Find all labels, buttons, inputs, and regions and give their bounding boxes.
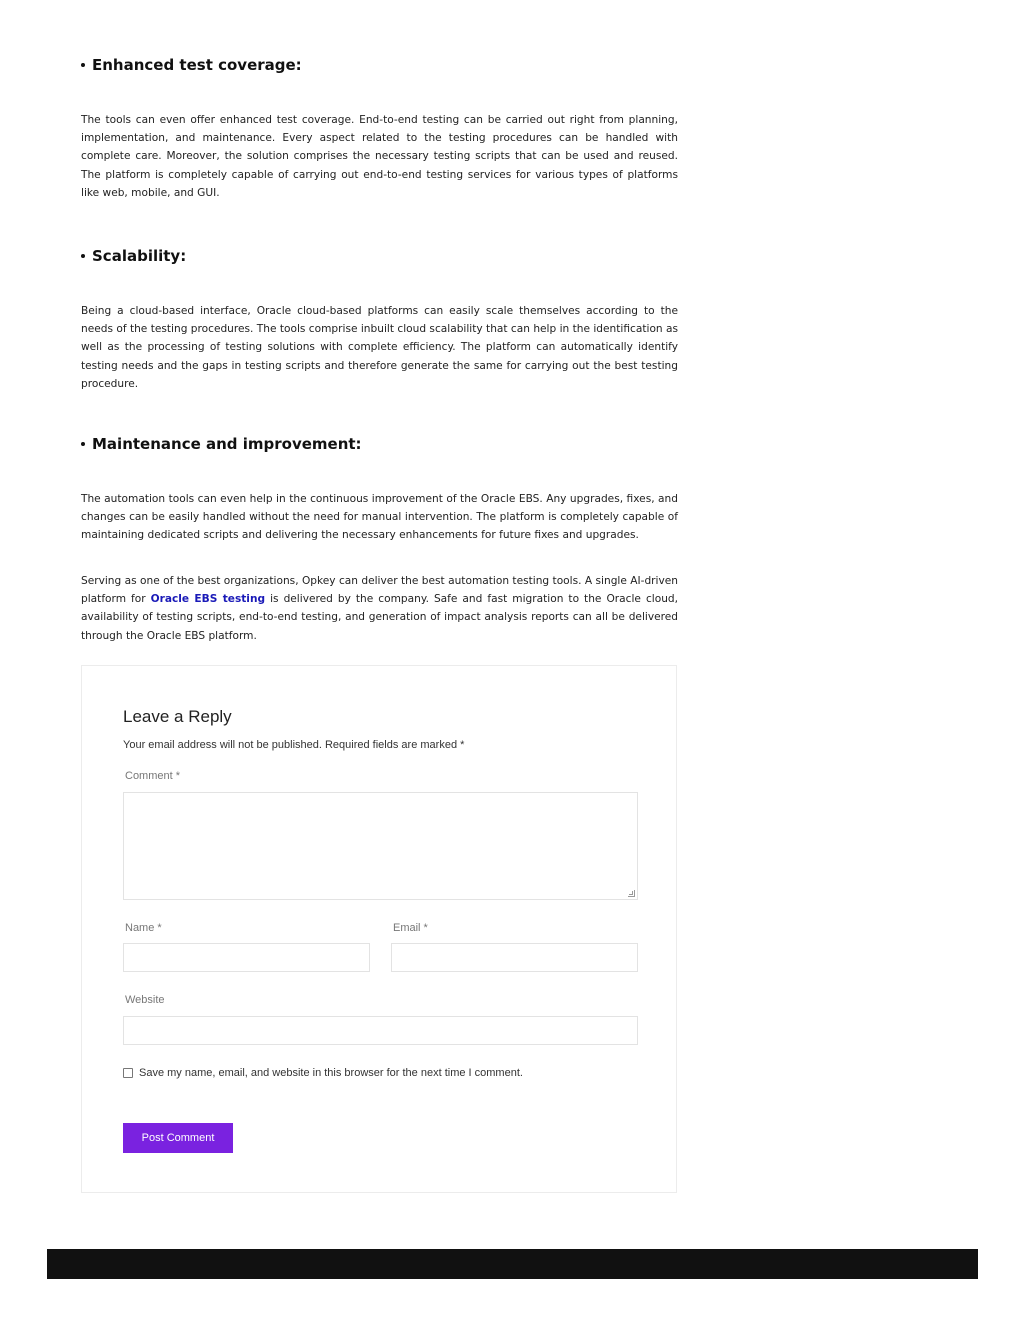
- reply-title: Leave a Reply: [123, 707, 232, 726]
- section-heading-test-coverage: [81, 56, 302, 74]
- section-paragraph-scalability: Being a cloud-based interface, Oracle cloud-based platforms can easily scale themselves according to the needs of the testing procedures. The tools comprise inbuilt cloud scalability that can help in the identification as well as the processing of testing solutions with complete efficiency. The platform can automatically identify testing needs and the gaps in testing scripts and therefore generate the same for carrying out the best testing procedure.: [81, 305, 679, 390]
- closing-text-before: Serving as one of the best organizations, Opkey can deliver the best automation testing tools. A single AI-driven platform for: [81, 575, 678, 606]
- section-heading-text: Enhanced test coverage:: [92, 56, 302, 74]
- closing-text-after: is delivered by the company. Safe and fast migration to the Oracle cloud, availability of testing scripts, end-to-end testing, and generation of impact analysis reports can all be delivered through the Oracle EBS platform.: [81, 593, 678, 642]
- bullet-icon: [81, 442, 85, 446]
- section-heading-maintenance: [81, 435, 362, 453]
- comment-textarea[interactable]: [123, 792, 638, 900]
- section-heading-text: Scalability:: [92, 247, 187, 265]
- bullet-icon: [81, 254, 85, 258]
- resize-handle-icon[interactable]: [628, 890, 635, 897]
- section-paragraph-test-coverage: The tools can even offer enhanced test coverage. End-to-end testing can be carried out right from planning, implementation, and maintenance. Every aspect related to the testing procedures can be handled with complete care. Moreover, the solution comprises the necessary testing scripts that can be used and reused. The platform is completely capable of carrying out end-to-end testing services for various types of platforms like web, mobile, and GUI.: [81, 114, 678, 199]
- oracle-ebs-testing-link[interactable]: Oracle EBS testing: [150, 593, 266, 606]
- name-label: Name *: [125, 922, 162, 934]
- save-info-label[interactable]: Save my name, email, and website in this browser for the next time I comment.: [139, 1067, 523, 1079]
- email-label: Email *: [393, 922, 428, 934]
- save-info-checkbox[interactable]: [123, 1068, 133, 1078]
- name-input[interactable]: [123, 943, 370, 972]
- footer-bar: [47, 1249, 978, 1279]
- email-input[interactable]: [391, 943, 638, 972]
- closing-paragraph: [81, 572, 678, 645]
- section-heading-scalability: [81, 247, 186, 265]
- website-label: Website: [125, 994, 165, 1006]
- section-paragraph-maintenance: The automation tools can even help in the continuous improvement of the Oracle EBS. Any upgrades, fixes, and changes can be easily handled without the need for manual intervention. The platform is completely capable of maintaining dedicated scripts and delivering the necessary enhancements for future fixes and upgrades.: [81, 493, 678, 542]
- post-comment-button[interactable]: Post Comment: [123, 1123, 233, 1153]
- comment-label: Comment *: [125, 770, 181, 782]
- save-info-row: [123, 1067, 523, 1079]
- section-heading-text: Maintenance and improvement:: [92, 435, 362, 453]
- comment-notes: Your email address will not be published. Required fields are marked *: [123, 739, 465, 751]
- bullet-icon: [81, 63, 85, 67]
- website-input[interactable]: [123, 1016, 638, 1045]
- comment-form: [81, 665, 677, 1193]
